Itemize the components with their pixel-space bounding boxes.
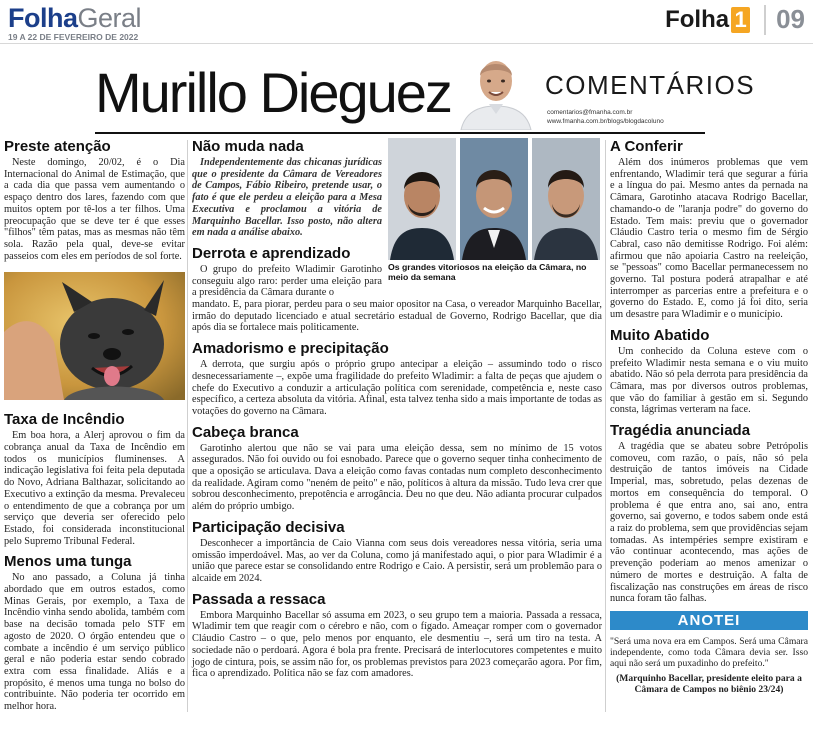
councillors-photos bbox=[388, 138, 602, 260]
article-body: Garotinho alertou que não se vai para uma eleição dessa, sem no mínimo de 15 votos assegurados. Não foi ouvido ou foi esnobado. Parece que o governo sequer tinha conhecimento de que a oposição se articulava. Dava a eleição como favas contadas num completo desconhecimento da realidade. Agiram como "neném de peito" e não, políticos à altura da missão. Tudo leva crer que sobrou desconhecimento, prepotência e arrogância. Deu no que deu. Não adianta procurar culpados além do próprio umbigo. bbox=[192, 442, 602, 513]
article-title: Passada a ressaca bbox=[192, 590, 326, 608]
article-body: A derrota, que surgiu após o próprio grupo antecipar a eleição – assumindo todo o risco desnecessariamente –, expõe uma fragilidade do prefeito Wladimir: a falta de peças que ajudem o chefe do Executivo a conduzir a articulação política com serenidade, competência e, neste caso específico, a certeza absoluta da vitória. Afinal, esta talvez tenha sido a mais importante de todas as votações do governo na Câmara. bbox=[192, 359, 602, 417]
section-masthead bbox=[8, 4, 141, 42]
article-menos-uma-tunga bbox=[4, 553, 185, 712]
article-title: A Conferir bbox=[610, 138, 683, 155]
article-body: Embora Marquinho Bacellar só assuma em 2023, o seu grupo tem a maioria. Passada a ressaca, Wladimir tem que reagir com o cérebro e não, com o fígado. Ameaçar romper com o governador Cláudio Castro – o que, pelo menos por enquanto, ele desmentiu –, será um tiro na testa. A sociedade não o perdoará. Agora é bola pra frente. Precisará de interlocutores competentes e muito jogo de cintura, pois, se assim não for, os problemas previstos para 2023 começarão agora. Por fim, fica o aprendizado. Política não se faz com amadores. bbox=[192, 609, 602, 680]
left-column bbox=[4, 138, 185, 719]
dog-photo bbox=[4, 272, 185, 400]
article-title: Derrota e aprendizado bbox=[192, 244, 351, 262]
article-title: Amadorismo e precipitação bbox=[192, 340, 389, 358]
article-body: Além dos inúmeros problemas que vem enfrentando, Wladimir terá que segurar a fúria e a língua do pai. Mesmo antes da pernada na Câmara, Garotinho atacava Rodrigo Bacellar, chamando-o de "laranja podre" do governo do Estado. Tem mais: previu que o governador Cláudio Castro teria o mesmo fim de Sérgio Cabral, caso não demitisse Rodrigo. Foi além: afirmou que não apoiaria Castro na reeleição, se "pessoas" como Bacellar permanecessem no governo. Tal postura poderá atrapalhar e até interromper as parcerias entre a prefeitura e o governo do Estado. E, como já foi dito, seria um desastre para Wladimir e o município. bbox=[610, 157, 808, 321]
article-body: Neste domingo, 20/02, é o Dia Internacional do Animal de Estimação, que a cada dia que passa vem aumentando o espaço dentro dos lares, fazendo com que muitos optem por tê-los a ter filhos. Uma preocupação que se deve ter é que esses "filhos" têm patas, mas as mesmas não têm sola. Razão pela qual, deve-se evitar passeios com eles em períodos de sol forte. bbox=[4, 157, 185, 262]
brand-light: Geral bbox=[77, 3, 142, 33]
article-title: Cabeça branca bbox=[192, 423, 299, 441]
article-lead: Independentemente das chicanas jurídicas que o presidente da Câmara de Vereadores de Campos, Fábio Ribeiro, pretende usar, o fato é que ele perdeu a eleição para a Mesa Executiva e proclamou a vitória de Marquinho Bacellar. Isso posto, não altera em nada a análise abaixo. bbox=[192, 157, 382, 239]
article-title: Taxa de Incêndio bbox=[4, 411, 125, 429]
article-taxa-incendio bbox=[4, 411, 185, 547]
columnist-name: Murillo Dieguez bbox=[95, 61, 451, 124]
section-label: COMENTÁRIOS bbox=[545, 70, 756, 100]
right-column bbox=[610, 138, 808, 695]
article-muito-abatido bbox=[610, 327, 808, 416]
page-number: 09 bbox=[776, 4, 805, 34]
banner-rule bbox=[95, 132, 705, 134]
article-nao-muda-nada bbox=[192, 138, 382, 239]
brand-bold: Folha bbox=[8, 3, 78, 33]
article-title: Participação decisiva bbox=[192, 518, 345, 536]
article-body: A tragédia que se abateu sobre Petrópolis comoveu, com razão, o país, não só pela destruição de tantos imóveis na Cidade Imperial, mas, sobretudo, pelas dezenas de mortos em consequência do temporal. O problema é que entra ano, sai ano, entra governo, sai governo, e todos sabem onde está a raiz do problema, sem que providências sejam tomadas. As intempéries sempre existiram e vão continuar acontecendo, mas ações de prevenção poderiam ao menos amenizar o número de mortes e destruição. A falta de fiscalização nas construções em áreas de risco nunca foram tão falhas. bbox=[610, 441, 808, 605]
column-divider bbox=[187, 140, 188, 712]
anotei-quote: "Será uma nova era em Campos. Será uma Câmara independente, como toda Câmara devia ser. Isso aqui não será um puxadinho do prefeito." bbox=[610, 635, 808, 669]
top-block bbox=[192, 138, 602, 299]
article-body: O grupo do prefeito Wladimir Garotinho conseguiu algo raro: perder uma eleição para a presidência da Câmara durante o bbox=[192, 263, 382, 299]
anotei-banner: ANOTEI bbox=[610, 611, 808, 630]
contact-info bbox=[547, 108, 664, 126]
newspaper-logo bbox=[665, 6, 750, 34]
middle-column bbox=[192, 138, 602, 686]
article-title: Menos uma tunga bbox=[4, 553, 132, 571]
section-brand bbox=[8, 4, 141, 32]
logo-text: Folha bbox=[665, 5, 730, 33]
photo-caption: Os grandes vitoriosos na eleição da Câmara, no meio da semana bbox=[388, 262, 587, 282]
article-passada-ressaca bbox=[192, 591, 602, 680]
article-derrota-aprendizado bbox=[192, 245, 382, 299]
article-body: Em boa hora, a Alerj aprovou o fim da cobrança anual da Taxa de Incêndio em todos os municípios fluminenses. A indicação legislativa foi feita pela deputada do Novo, Adriana Balthazar, solicitando ao Executivo a extinção da mesma. Prevaleceu o entendimento de que a cobrança por um serviço que deveria ser oferecido pelo Estado, foi considerada inconstitucional pelo Supremo Tribunal Federal. bbox=[4, 430, 185, 547]
header-rule bbox=[0, 43, 813, 44]
article-preste-atencao bbox=[4, 138, 185, 262]
councillor-photo bbox=[388, 138, 456, 260]
newspaper-masthead bbox=[665, 4, 805, 35]
column-divider bbox=[605, 140, 606, 712]
article-title: Não muda nada bbox=[192, 138, 304, 155]
councillor-photo bbox=[532, 138, 600, 260]
article-title: Preste atenção bbox=[4, 138, 111, 155]
edition-date: 19 A 22 DE FEVEREIRO DE 2022 bbox=[8, 32, 139, 42]
article-body-continued: mandato. E, para piorar, perdeu para o seu maior opositor na Casa, o vereador Marquinho Bacellar, irmão do deputado licenciado e atual secretário estadual de Governo, Rodrigo Bacellar, que dia após dia se fortalece mais politicamente. bbox=[192, 299, 602, 334]
article-title: Tragédia anunciada bbox=[610, 422, 751, 440]
article-title: Muito Abatido bbox=[610, 326, 710, 344]
column-banner bbox=[95, 48, 756, 134]
contact-blog[interactable]: www.fmanha.com.br/blogs/blogdacoluno bbox=[547, 118, 664, 125]
article-a-conferir bbox=[610, 138, 808, 321]
article-body: Desconhecer a importância de Caio Vianna com seus dois vereadores nessa vitória, seria uma omissão imperdoável. Mas, ao ver da Coluna, como já manifestado aqui, o pior para Wladimir é a união que parece estar se consolidando entre Rodrigo e Caio. A persistir, será um problemão para o alcaide em 2024. bbox=[192, 537, 602, 584]
article-body: No ano passado, a Coluna já tinha abordado que em outros estados, como Minas Gerais, por exemplo, a Taxa de Incêndio vinha sendo abolida, também com base na decisão tomada pelo STF em agosto de 2020. O órgão entendeu que o combate a incêndio é um serviço público geral e não poderia estar sendo cobrado extra com essa finalidade. Aliás e a propósito, é menos uma tunga no bolso do contribuinte. Não poderia ter ocorrido em melhor hora. bbox=[4, 572, 185, 713]
top-text bbox=[192, 138, 382, 299]
logo-mark: 1 bbox=[731, 7, 750, 33]
photo-block bbox=[388, 138, 602, 299]
article-body: Um conhecido da Coluna esteve com o prefeito Wladimir nesta semana e o viu muito abatido. Não só pela derrota para presidência da Câmara, mas por diversos outros problemas, que vão do familiar à gestão em si. Segundo consta, lágrimas verteram na face. bbox=[610, 345, 808, 416]
article-participacao bbox=[192, 519, 602, 585]
anotei-attribution: (Marquinho Bacellar, presidente eleito para a Câmara de Campos no biênio 23/24) bbox=[616, 672, 802, 695]
article-tragedia bbox=[610, 422, 808, 605]
article-amadorismo bbox=[192, 340, 602, 418]
article-cabeca-branca bbox=[192, 424, 602, 513]
contact-email[interactable]: comentarios@fmanha.com.br bbox=[547, 109, 633, 116]
councillor-photo bbox=[460, 138, 528, 260]
columnist-portrait bbox=[457, 48, 535, 130]
masthead-divider bbox=[764, 5, 766, 35]
